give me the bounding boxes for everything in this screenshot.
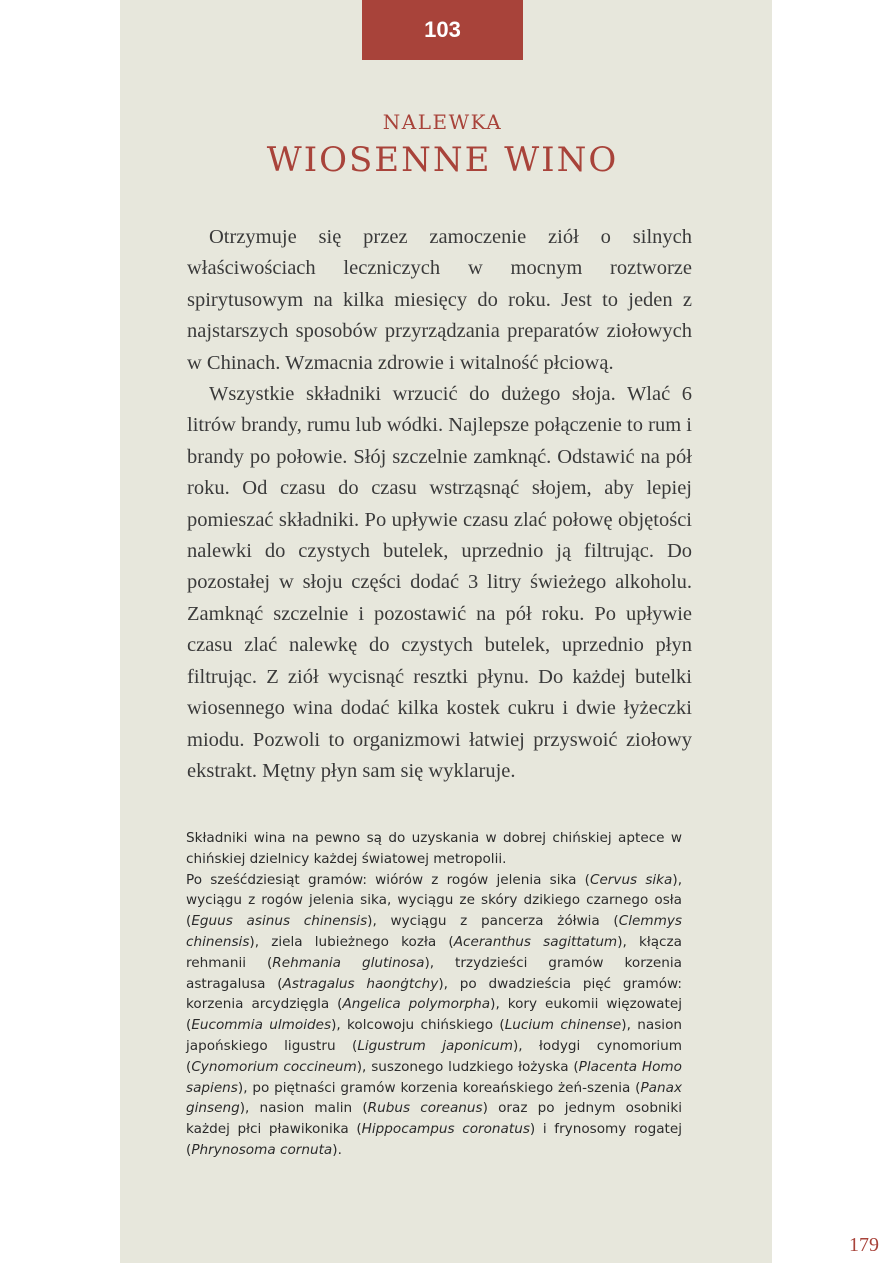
ingredients-text: ) i frynosomy rogatej ( <box>186 1121 683 1158</box>
latin-name: Ligustrum japonicum <box>357 1037 513 1054</box>
latin-name: Eucommia ulmoides <box>191 1017 332 1034</box>
instructions-paragraph: Wszystkie składniki wrzucić do dużego słoja. Wlać 6 litrów brandy, rumu lub wódki. Najlepsze połączenie to rum i brandy po połowie. Słój szczelnie zamknąć. Odstawić na pół roku. Od czasu do czasu wstrząsnąć słojem, aby lepiej pomieszać składniki. Po upływie czasu zlać połowę objętości nalewki do czystych butelek, uprzednio ją filtrując. Do pozostałej w słoju części dodać 3 litry świeżego alkoholu. Zamknąć szczelnie i pozostawić na pół roku. Po upływie czasu zlać nalewkę do czystych butelek, uprzednio płyn filtrując. Z ziół wycisnąć resztki płynu. Do każdej butelki wiosennego wina dodać kilka kostek cukru i dwie łyżeczki miodu. Pozwoli to organizmowi łatwiej przyswoić ziołowy ekstrakt. Mętny płyn sam się wyklaruje. <box>187 383 692 782</box>
ingredients-text: ), ziela lubieżnego kozła ( <box>249 933 454 950</box>
latin-name: Lucium chinense <box>504 1017 622 1034</box>
recipe-number-badge: 103 <box>362 0 523 60</box>
latin-name: Angelica polymorpha <box>342 996 491 1013</box>
ingredients-text: ), wyciągu z pancerza żółwia ( <box>367 913 619 930</box>
ingredients-text: ), nasion japońskiego ligustru ( <box>186 1017 683 1054</box>
latin-name: Panax ginseng <box>186 1079 682 1117</box>
ingredients-text: ), po dwadzieścia pięć gramów: korzenia arcydzięgla ( <box>186 975 682 1013</box>
book-page <box>120 0 879 1263</box>
latin-name: Astragalus haonġtchy <box>282 975 439 992</box>
ingredients-text: Po sześćdziesiąt gramów: wiórów z rogów jelenia sika ( <box>186 871 590 888</box>
latin-name: Cervus sika <box>589 871 673 888</box>
ingredients-text: ) oraz po jednym osobniki każdej płci pławikonika ( <box>186 1100 682 1138</box>
latin-name: Eguus asinus chinensis <box>191 913 368 930</box>
ingredients-text: ). <box>332 1141 342 1158</box>
ingredients-note <box>186 828 682 1161</box>
ingredients-text: ), wyciągu z rogów jelenia sika, wyciągu ze skóry dzikiego czarnego osła ( <box>186 871 683 930</box>
recipe-body <box>187 222 692 787</box>
ingredients-text: ), kolcowoju chińskiego ( <box>331 1017 505 1034</box>
ingredients-text: ), nasion malin ( <box>239 1100 368 1117</box>
page-number: 179 <box>849 1234 879 1256</box>
recipe-title: WIOSENNE WINO <box>266 140 619 180</box>
ingredients-text: ), po piętnaści gramów korzenia koreańskiego żeń-szenia ( <box>237 1079 641 1096</box>
latin-name: Phrynosoma cornuta <box>191 1141 333 1158</box>
ingredients-text: ), trzydzieści gramów korzenia astragalusa ( <box>186 954 683 992</box>
ingredients-text: ), kory eukomii więzowatej ( <box>186 996 682 1034</box>
ingredients-list <box>186 870 682 1161</box>
latin-name: Hippocampus coronatus <box>361 1121 530 1138</box>
note-intro: Składniki wina na pewno są do uzyskania w dobrej chińskiej aptece w chińskiej dzielnicy każdej światowej metropolii. <box>186 830 682 867</box>
latin-name: Rehmania glutinosa <box>272 954 425 971</box>
latin-name: Cynomorium coccineum <box>191 1058 357 1075</box>
latin-name: Placenta Homo sapiens <box>186 1058 682 1096</box>
ingredients-text: ), kłącza rehmanii ( <box>186 933 682 971</box>
ingredients-text: ), łodygi cynomorium ( <box>186 1037 682 1075</box>
recipe-category: NALEWKA <box>382 110 503 134</box>
latin-name: Rubus coreanus <box>367 1100 483 1117</box>
ingredients-text: ), suszonego ludzkiego łożyska ( <box>356 1058 579 1075</box>
intro-paragraph: Otrzymuje się przez zamoczenie ziół o silnych właściwościach leczniczych w mocnym roztworze spirytusowym na kilka miesięcy do roku. Jest to jeden z najstarszych sposobów przyrządzania preparatów ziołowych w Chinach. Wzmacnia zdrowie i witalność płciową. <box>187 226 692 374</box>
latin-name: Clemmys chinensis <box>186 913 682 950</box>
latin-name: Aceranthus sagittatum <box>453 933 618 950</box>
